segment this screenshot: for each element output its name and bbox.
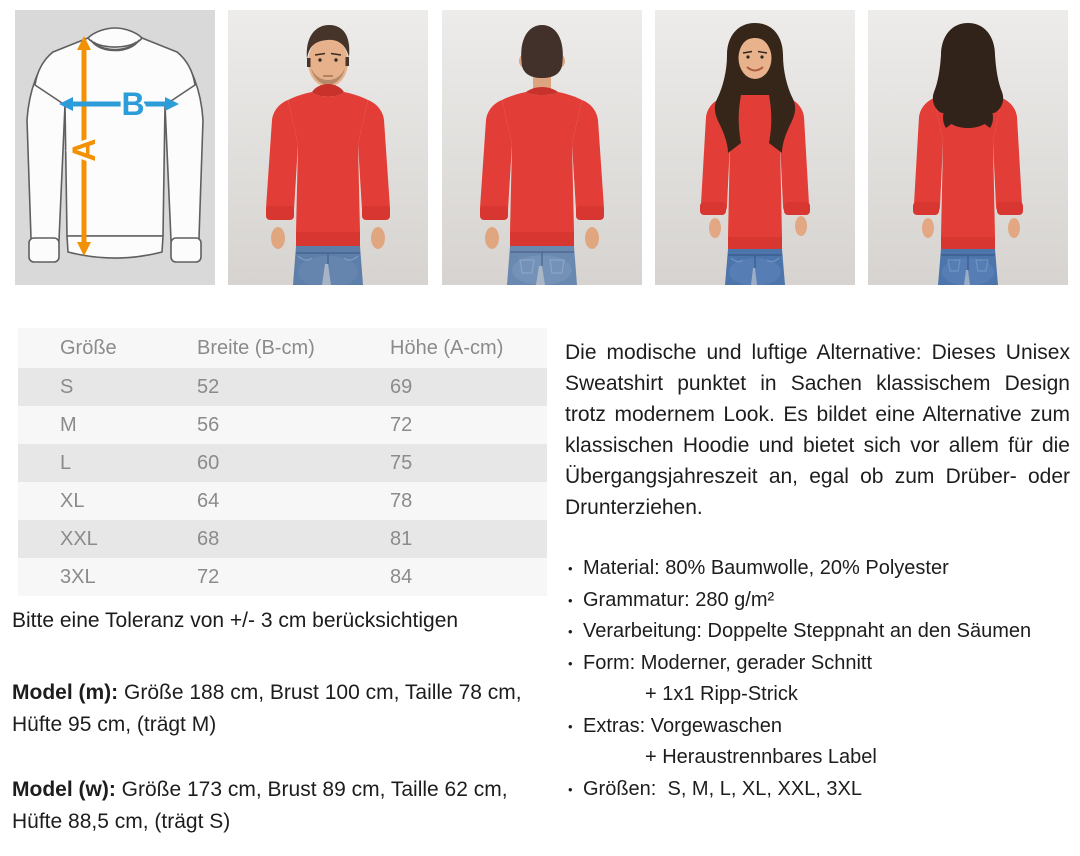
cell-size: 3XL xyxy=(60,565,96,588)
size-table-row-xl xyxy=(18,482,547,520)
woman-back-illustration xyxy=(868,10,1068,285)
jeans-front xyxy=(725,249,785,285)
feature-grammatur: • Grammatur: 280 g/m² xyxy=(565,585,1070,617)
jeans-front xyxy=(293,246,363,285)
man-front-illustration xyxy=(228,10,428,285)
jeans-back xyxy=(507,246,577,285)
feature-extras: • Extras: Vorgewaschen xyxy=(565,711,1070,743)
size-table-row-m xyxy=(18,406,547,444)
feature-form-continuation: + 1x1 Ripp-Strick xyxy=(645,683,798,705)
cell-width: 68 xyxy=(197,527,220,550)
cell-size: L xyxy=(60,451,72,474)
model-m-label: Model (m): xyxy=(12,681,119,704)
bullet-icon: • xyxy=(568,718,573,734)
header-size: Größe xyxy=(60,336,117,359)
cell-height: 69 xyxy=(390,375,413,398)
feature-groessen: • Größen: S, M, L, XL, XXL, 3XL xyxy=(565,774,1070,806)
cell-width: 56 xyxy=(197,413,220,436)
size-table xyxy=(18,328,547,596)
photo-woman-front[interactable] xyxy=(655,10,855,285)
cell-width: 72 xyxy=(197,565,220,588)
feature-material: • Material: 80% Baumwolle, 20% Polyester xyxy=(565,553,1070,585)
cell-height: 84 xyxy=(390,565,413,588)
tolerance-note: Bitte eine Toleranz von +/- 3 cm berücksichtigen xyxy=(12,609,459,632)
cell-height: 72 xyxy=(390,413,413,436)
size-diagram-thumbnail[interactable] xyxy=(15,10,215,285)
cell-height: 75 xyxy=(390,451,413,474)
jeans-back xyxy=(938,249,998,285)
bullet-icon: • xyxy=(568,781,573,797)
sweatshirt-outline xyxy=(27,28,203,262)
header-height: Höhe (A-cm) xyxy=(390,336,504,359)
header-width: Breite (B-cm) xyxy=(197,336,315,359)
feature-list xyxy=(565,553,1070,805)
cell-size: XXL xyxy=(60,527,98,550)
cell-height: 78 xyxy=(390,489,413,512)
feature-form: • Form: Moderner, gerader Schnitt xyxy=(565,648,1070,680)
photo-man-back[interactable] xyxy=(442,10,642,285)
feature-extras-continuation: + Heraustrennbares Label xyxy=(645,746,877,768)
size-table-row-l xyxy=(18,444,547,482)
bullet-icon: • xyxy=(568,655,573,671)
cell-size: M xyxy=(60,413,77,436)
size-table-row-3xl xyxy=(18,558,547,596)
bullet-icon: • xyxy=(568,561,573,576)
description-column xyxy=(565,337,1070,805)
feature-verarbeitung: • Verarbeitung: Doppelte Steppnaht an den Säumen xyxy=(565,616,1070,648)
size-table-header-row xyxy=(18,328,547,368)
cell-width: 60 xyxy=(197,451,220,474)
man-back-illustration xyxy=(442,10,642,285)
size-info-column xyxy=(12,328,552,838)
photo-man-front[interactable] xyxy=(228,10,428,285)
product-description: Die modische und luftige Alternative: Dieses Unisex Sweatshirt punktet in Sachen klassischem Design trotz modernem Look. Es bildet eine Alternative zum klassischen Hoodie und bietet sich vor allem für die Übergangsjahreszeit an, egal ob zum Drüber- oder Drunterziehen. xyxy=(565,341,1070,519)
product-gallery xyxy=(15,10,1068,285)
woman-front-illustration xyxy=(655,10,855,285)
height-arrow-label: A xyxy=(66,138,103,162)
size-table-row-xxl xyxy=(18,520,547,558)
model-m-specs: Größe 188 cm, Brust 100 cm, Taille 78 cm, Hüfte 95 cm, (trägt M) xyxy=(12,681,522,736)
bullet-icon: • xyxy=(568,624,573,639)
cell-size: S xyxy=(60,375,74,398)
cell-size: XL xyxy=(60,489,85,512)
model-w-specs: Größe 173 cm, Brust 89 cm, Taille 62 cm, Hüfte 88,5 cm, (trägt S) xyxy=(12,778,508,833)
bullet-icon: • xyxy=(568,592,573,608)
model-w-label: Model (w): xyxy=(12,778,116,801)
size-diagram-illustration xyxy=(15,10,215,285)
cell-width: 52 xyxy=(197,375,220,398)
cell-width: 64 xyxy=(197,489,220,512)
width-arrow-label: B xyxy=(121,86,145,123)
model-w-info xyxy=(12,774,552,838)
model-m-info xyxy=(12,677,552,741)
photo-woman-back[interactable] xyxy=(868,10,1068,285)
cell-height: 81 xyxy=(390,527,413,550)
size-table-row-s xyxy=(18,368,547,406)
